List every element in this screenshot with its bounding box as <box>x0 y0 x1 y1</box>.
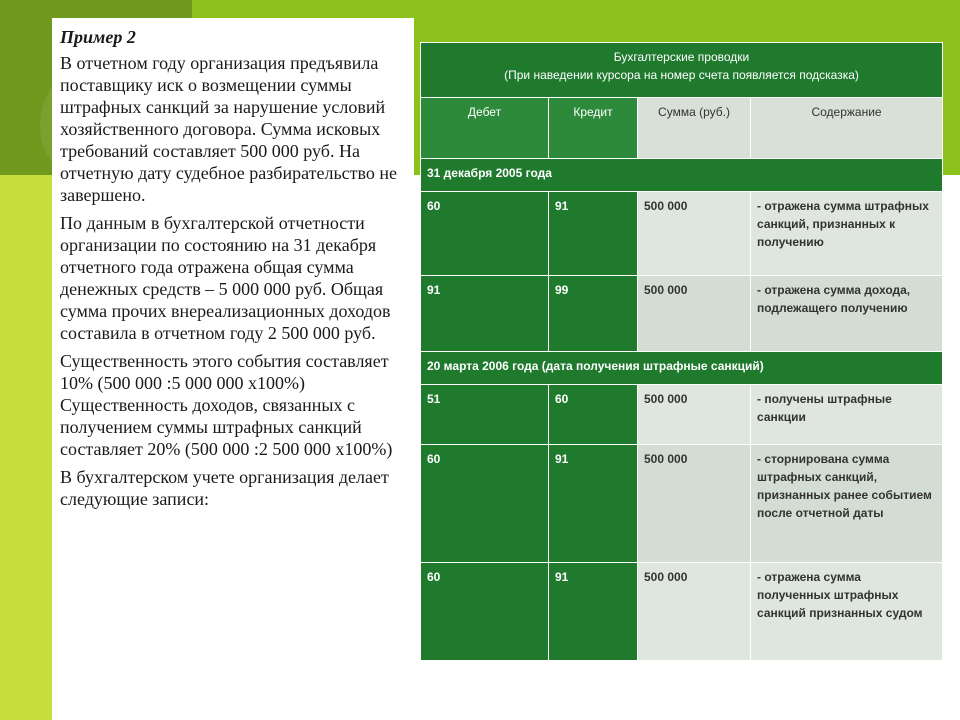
table-row <box>421 192 943 276</box>
column-header-credit: Кредит <box>549 98 638 159</box>
amount-cell: 500 000 <box>638 276 751 352</box>
section-row <box>421 352 943 385</box>
column-header-amount: Сумма (руб.) <box>638 98 751 159</box>
column-header-content: Содержание <box>751 98 943 159</box>
table-row <box>421 563 943 661</box>
debit-account[interactable]: 60 <box>421 563 549 661</box>
amount-cell: 500 000 <box>638 192 751 276</box>
slide-text <box>60 26 410 516</box>
table-title-line1: Бухгалтерские проводки <box>613 50 750 64</box>
debit-account[interactable]: 51 <box>421 385 549 445</box>
slide-title: Пример 2 <box>60 27 136 47</box>
credit-account[interactable]: 91 <box>549 192 638 276</box>
content-cell: - отражена сумма дохода, подлежащего получению <box>751 276 943 352</box>
content-cell: - сторнирована сумма штрафных санкций, признанных ранее событием после отчетной даты <box>751 445 943 563</box>
accounting-entries-table <box>420 42 943 661</box>
text-panel <box>52 18 414 720</box>
table-header-row <box>421 43 943 98</box>
content-cell: - отражена сумма штрафных санкций, признанных к получению <box>751 192 943 276</box>
amount-cell: 500 000 <box>638 385 751 445</box>
content-cell: - получены штрафные санкции <box>751 385 943 445</box>
table-row <box>421 445 943 563</box>
paragraph-entries-intro: В бухгалтерском учете организация делает следующие записи: <box>60 467 389 509</box>
paragraph-materiality: Существенность этого события составляет 10% (500 000 :5 000 000 х100%) Существенность доходов, связанных с получением суммы штрафных санкций составляет 20% (500 000 :2 500 000 х100%) <box>60 351 393 459</box>
column-header-debit: Дебет <box>421 98 549 159</box>
debit-account[interactable]: 91 <box>421 276 549 352</box>
credit-account[interactable]: 91 <box>549 445 638 563</box>
column-header-row <box>421 98 943 159</box>
table-title-line2: (При наведении курсора на номер счета появляется подсказка) <box>504 68 859 82</box>
amount-cell: 500 000 <box>638 445 751 563</box>
credit-account[interactable]: 60 <box>549 385 638 445</box>
debit-account[interactable]: 60 <box>421 445 549 563</box>
content-cell: - отражена сумма полученных штрафных санкций признанных судом <box>751 563 943 661</box>
debit-account[interactable]: 60 <box>421 192 549 276</box>
credit-account[interactable]: 99 <box>549 276 638 352</box>
section-row <box>421 159 943 192</box>
table-row <box>421 385 943 445</box>
paragraph-claim: В отчетном году организация предъявила поставщику иск о возмещении суммы штрафных санкций за нарушение условий хозяйственного договора. Сумма исковых требований составляет 500 000 руб. На отчетную дату судебное разбирательство не завершено. <box>60 53 398 205</box>
amount-cell: 500 000 <box>638 563 751 661</box>
table-title <box>421 43 943 98</box>
table-row <box>421 276 943 352</box>
section-title-dec-2005: 31 декабря 2005 года <box>421 159 943 192</box>
paragraph-reporting-data: По данным в бухгалтерской отчетности организации по состоянию на 31 декабря отчетного года отражена общая сумма денежных средств – 5 000 000 руб. Общая сумма прочих внереализационных доходов составила в отчетном году 2 500 000 руб. <box>60 213 391 343</box>
section-title-mar-2006: 20 марта 2006 года (дата получения штрафные санкций) <box>421 352 943 385</box>
credit-account[interactable]: 91 <box>549 563 638 661</box>
